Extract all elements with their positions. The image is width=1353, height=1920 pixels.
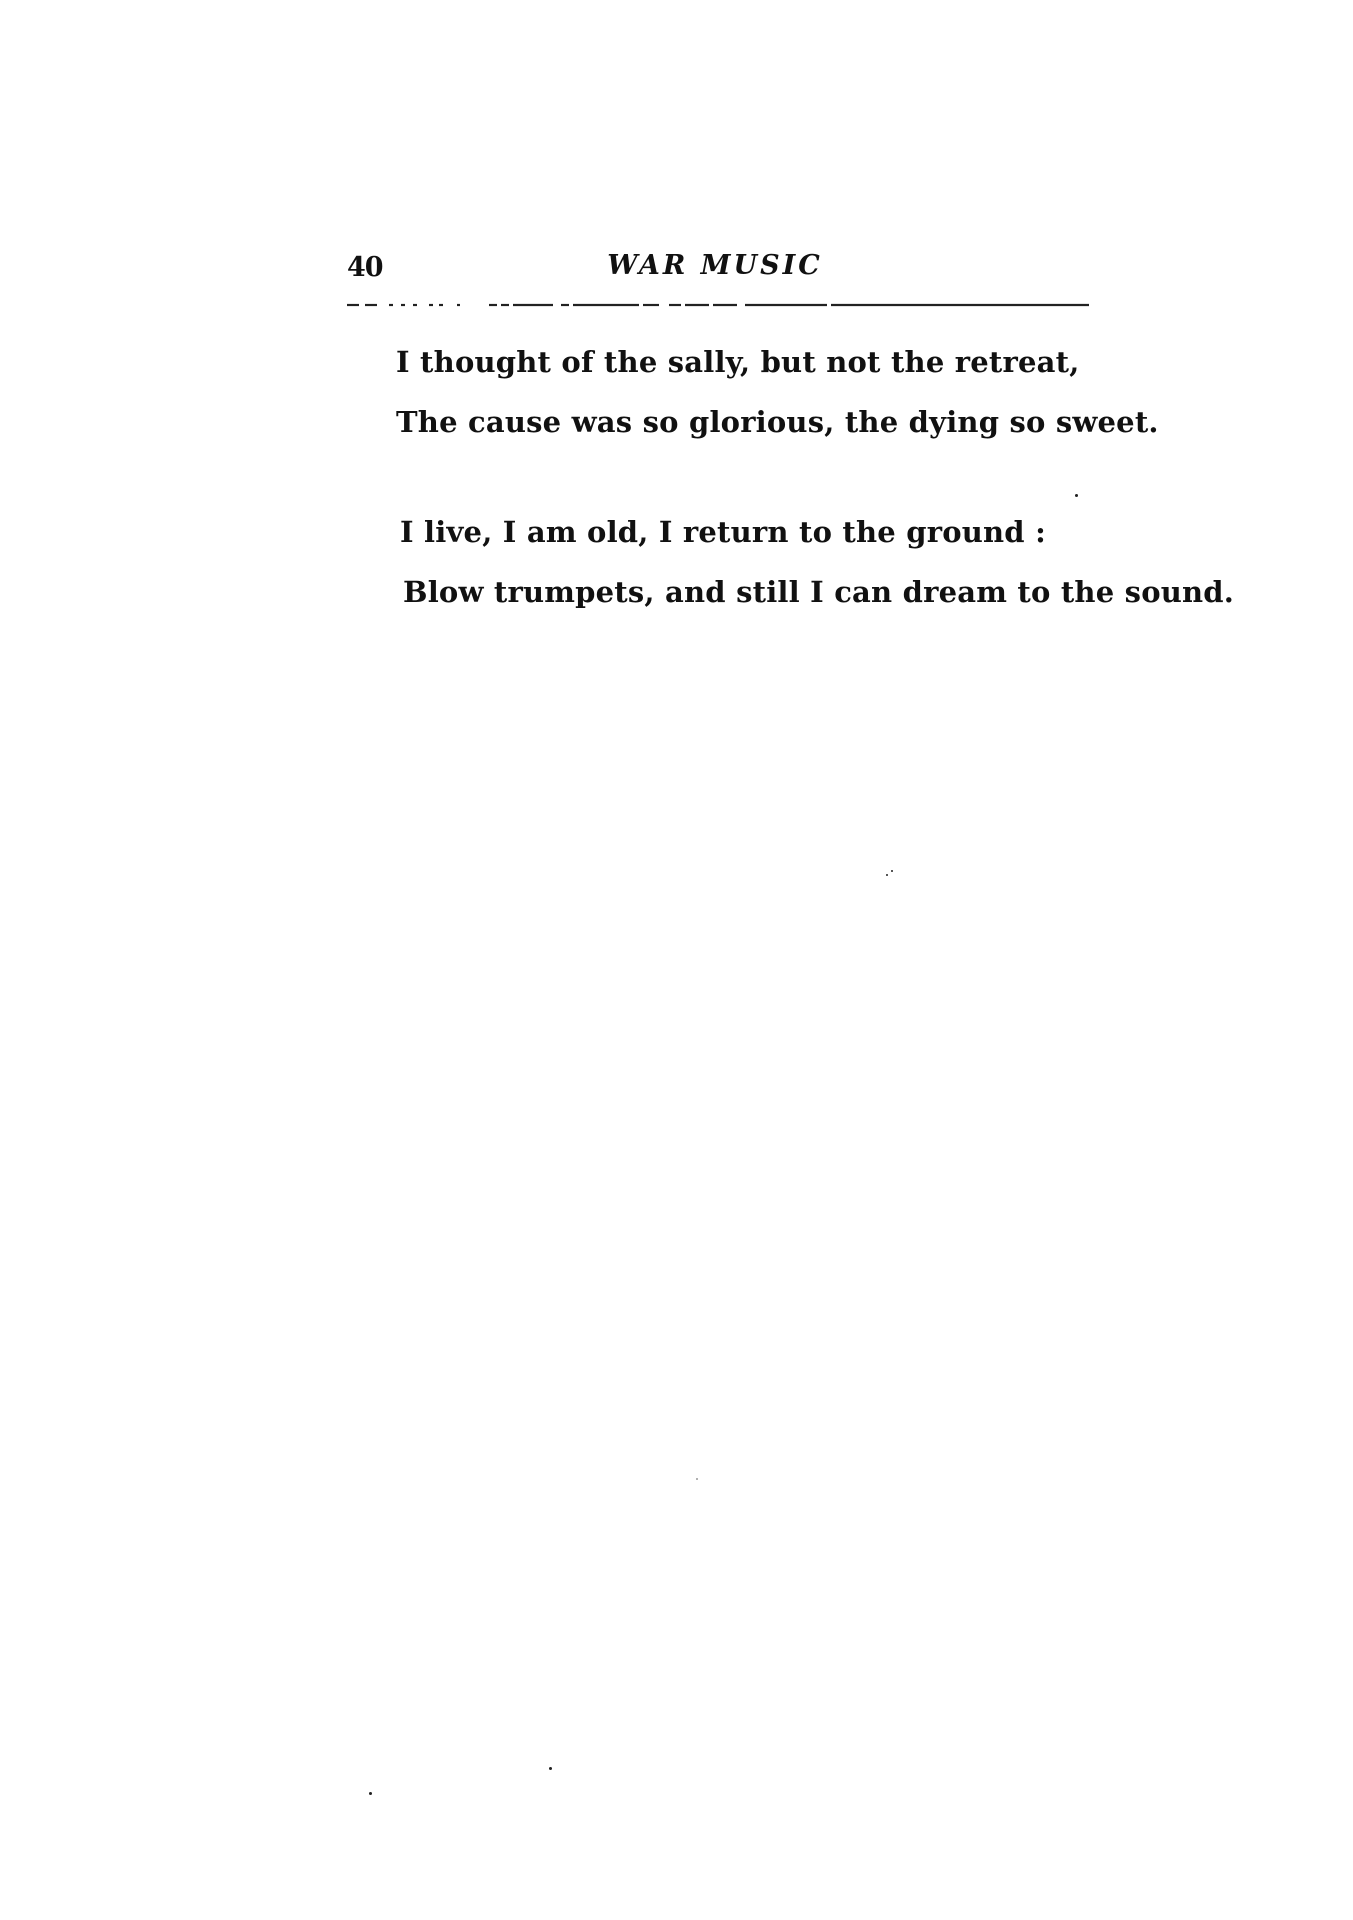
header-rule [347,302,1089,308]
print-speck [891,870,893,872]
running-head-title: WAR MUSIC [607,250,823,281]
verse-line: The cause was so glorious, the dying so sweet. [396,405,1159,439]
print-speck [696,1478,698,1480]
print-speck [1075,494,1078,497]
print-speck [549,1767,552,1770]
verse-line: I live, I am old, I return to the ground : [400,515,1046,549]
print-speck [369,1792,372,1795]
verse-line: I thought of the sally, but not the retreat, [396,345,1080,379]
print-speck [886,874,888,876]
page-number: 40 [347,252,383,283]
verse-line: Blow trumpets, and still I can dream to the sound. [403,575,1235,609]
